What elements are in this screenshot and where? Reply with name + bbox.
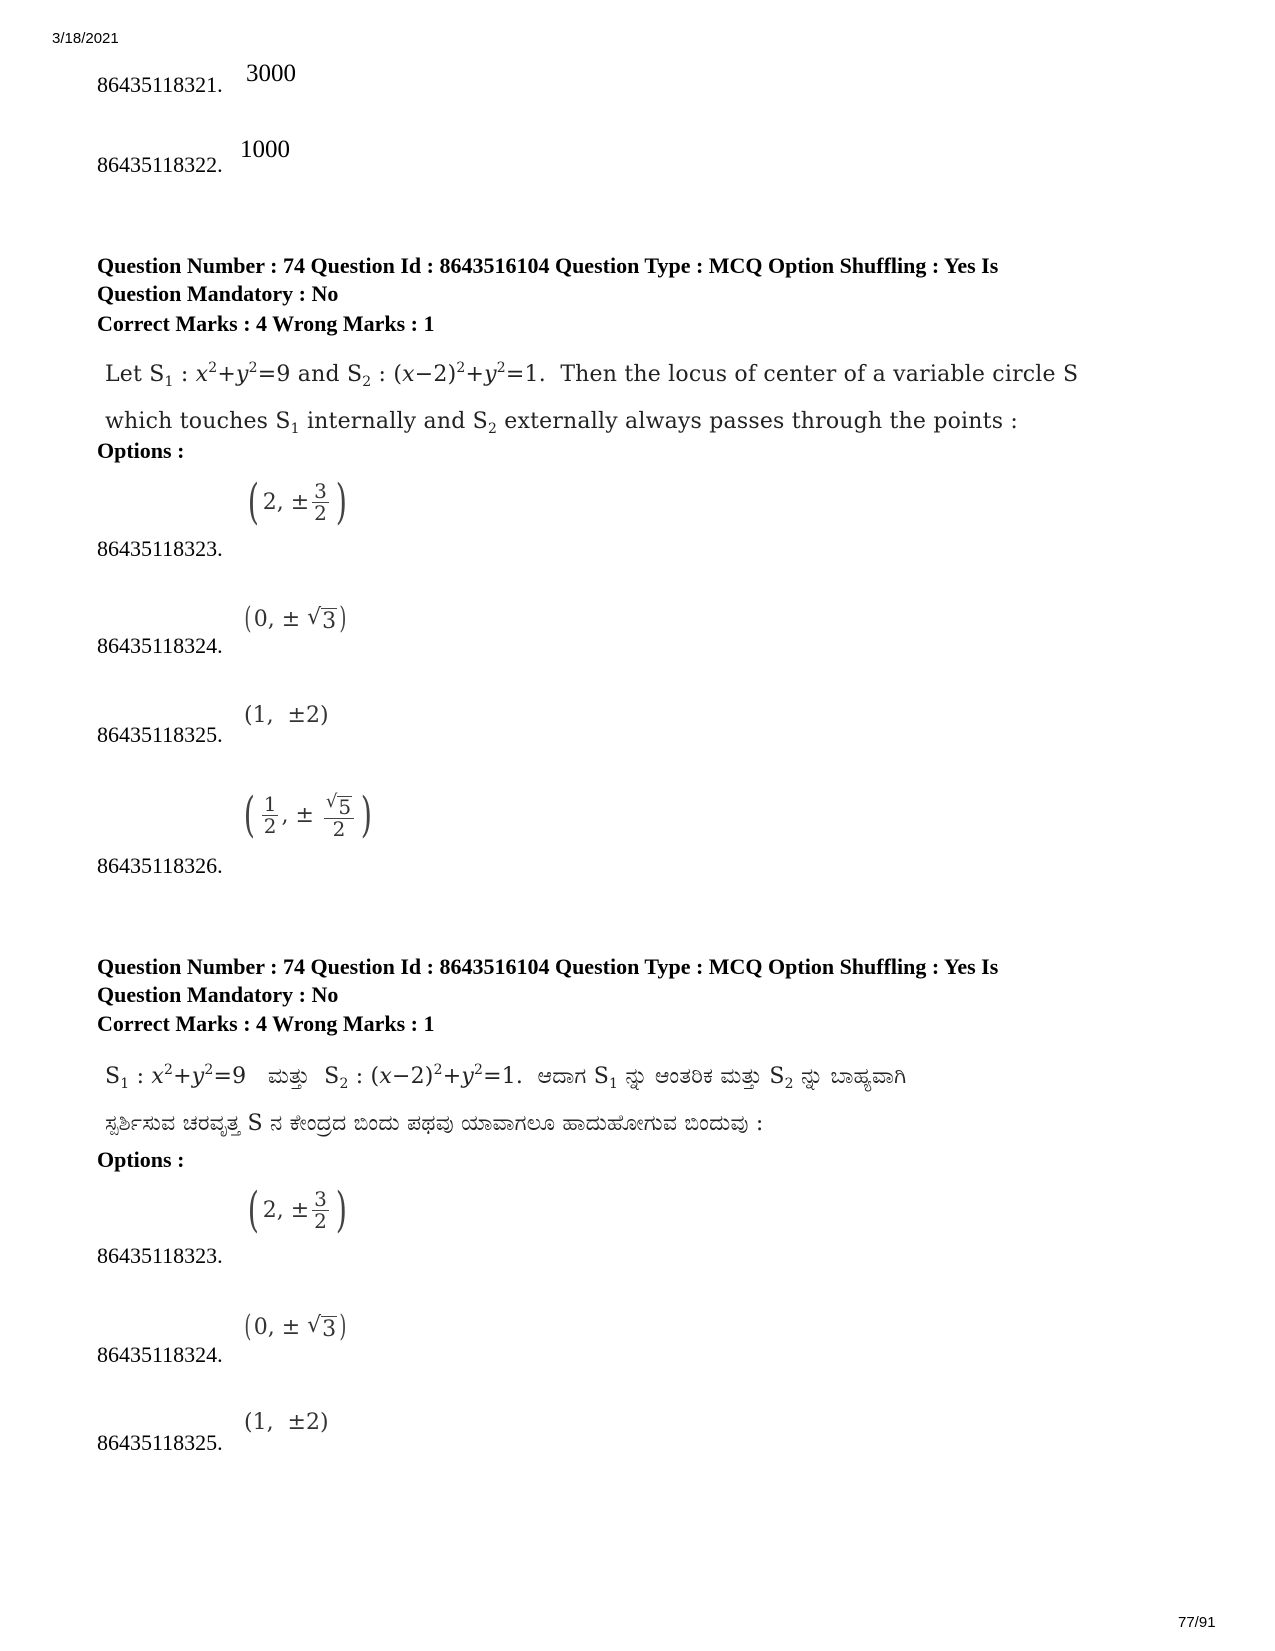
option-id: 86435118324. [97, 1342, 223, 1367]
question-meta-line1: Question Number : 74 Question Id : 8643516104 Question Type : MCQ Option Shuffling : Yes Is [97, 954, 999, 979]
option-id: 86435118325. [97, 1430, 223, 1455]
option-math-a: ( 2, ± $\frac{3}{2}$ ) [247, 474, 347, 530]
question-stem-kannada [105, 1050, 1185, 1144]
option-value: 1000 [240, 136, 290, 163]
options-label: Options : [97, 438, 185, 463]
stem-line-2: which touches $S_1$ internally and $S_2$ externally always passes through the points : [105, 409, 1018, 437]
option-math-d: ( $\frac{1}{2}$ , ± √ 5 2 ) [243, 787, 373, 843]
option-value: 3000 [246, 60, 296, 87]
option-id: 86435118326. [97, 853, 223, 878]
question-meta [97, 953, 1207, 1009]
question-meta-line2: Question Mandatory : No [97, 281, 339, 306]
option-math-b: ( 0, ± √ 3 ) [244, 1309, 347, 1344]
option-id: 86435118321. [97, 72, 223, 97]
option-math-c: (1, ±2) [244, 703, 329, 728]
option-id: 86435118323. [97, 536, 223, 561]
stem-line-1: Let $S_1$ : $x^2+y^2=9$ and $S_2$ : $(x-2)^2+y^2=1$. Then the locus of center of a variable circle S [105, 360, 1079, 390]
question-meta-line2: Question Mandatory : No [97, 982, 339, 1007]
option-math-c: (1, ±2) [244, 1410, 329, 1435]
page-number: 77/91 [1178, 1614, 1216, 1631]
options-label: Options : [97, 1147, 185, 1172]
option-id: 86435118324. [97, 633, 223, 658]
option-id: 86435118325. [97, 722, 223, 747]
option-math-a: ( 2, ± $\frac{3}{2}$ ) [247, 1182, 347, 1238]
question-meta-line1: Question Number : 74 Question Id : 8643516104 Question Type : MCQ Option Shuffling : Yes Is [97, 253, 999, 278]
marks-line: Correct Marks : 4 Wrong Marks : 1 [97, 1011, 435, 1036]
stem-line-2: ಸ್ಪರ್ಶಿಸುವ ಚರವೃತ್ತ S ನ ಕೇಂದ್ರದ ಬಿಂದು ಪಥವು ಯಾವಾಗಲೂ ಹಾದುಹೋಗುವ ಬಿಂದುವು : [105, 1111, 764, 1136]
option-id: 86435118322. [97, 152, 223, 177]
option-id: 86435118323. [97, 1243, 223, 1268]
option-math-b: ( 0, ± √ 3 ) [244, 601, 347, 636]
stem-line-1: $S_1$ : $x^2+y^2=9$ ಮತ್ತು $S_2$ : $(x-2)^2+y^2=1$. ಆದಾಗ $S_1$ ನ್ನು ಆಂತರಿಕ ಮತ್ತು $S_2$ ನ್ನು ಬಾಹ್ಯವಾಗಿ [105, 1062, 907, 1092]
question-meta [97, 252, 1207, 308]
marks-line: Correct Marks : 4 Wrong Marks : 1 [97, 311, 435, 336]
question-stem [105, 348, 1185, 449]
page-date: 3/18/2021 [52, 30, 119, 47]
